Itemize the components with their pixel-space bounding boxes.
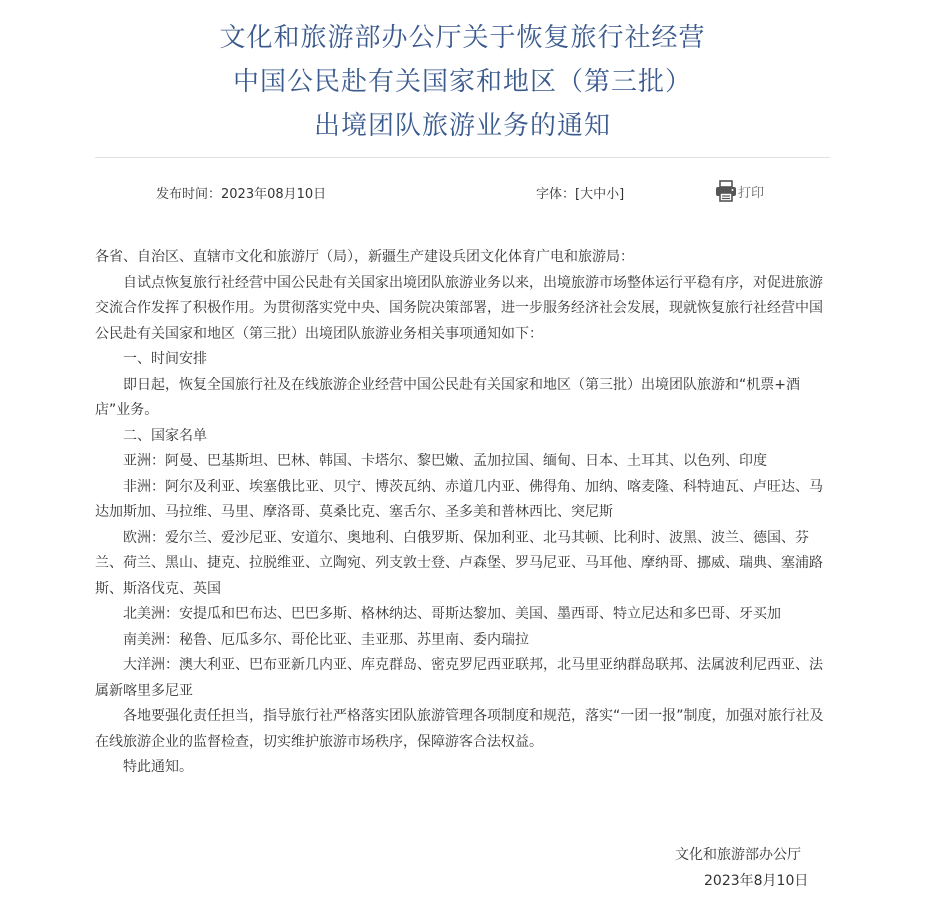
title-divider — [95, 157, 830, 158]
publish-date — [156, 183, 326, 202]
salutation: 各省、自治区、直辖市文化和旅游厅（局），新疆生产建设兵团文化体育广电和旅游局： — [95, 249, 634, 265]
closing-line: 特此通知。 — [123, 759, 193, 775]
print-label: 打印 — [738, 185, 765, 201]
font-size-selector — [536, 183, 624, 202]
country-list-africa: 非洲：阿尔及利亚、埃塞俄比亚、贝宁、博茨瓦纳、赤道几内亚、佛得角、加纳、喀麦隆、科特迪瓦、卢旺达、马达加斯加、马拉维、马里、摩洛哥、莫桑比克、塞舌尔、圣多美和普林西比、突尼斯 — [95, 478, 823, 520]
font-size-label: 字体： — [536, 187, 576, 202]
section-heading-schedule: 一、时间安排 — [123, 351, 207, 367]
intro-paragraph: 自试点恢复旅行社经营中国公民赴有关国家出境团队旅游业务以来，出境旅游市场整体运行平稳有序，对促进旅游交流合作发挥了积极作用。为贯彻落实党中央、国务院决策部署，进一步服务经济社会发展，现就恢复旅行社经营中国公民赴有关国家和地区（第三批）出境团队旅游业务相关事项通知如下： — [95, 274, 823, 342]
title-line-3: 出境团队旅游业务的通知 — [313, 111, 611, 141]
publish-label: 发布时间： — [156, 187, 222, 202]
printer-icon — [714, 179, 738, 203]
document-body — [95, 245, 833, 781]
title-line-1: 文化和旅游部办公厅关于恢复旅行社经营 — [219, 23, 706, 53]
country-list-north-america: 北美洲：安提瓜和巴布达、巴巴多斯、格林纳达、哥斯达黎加、美国、墨西哥、特立尼达和多巴哥、牙买加 — [123, 606, 781, 622]
country-list-asia: 亚洲：阿曼、巴基斯坦、巴林、韩国、卡塔尔、黎巴嫩、孟加拉国、缅甸、日本、土耳其、以色列、印度 — [123, 453, 767, 469]
font-size-options[interactable]: [大中小] — [575, 187, 625, 202]
title-line-2: 中国公民赴有关国家和地区（第三批） — [232, 67, 692, 97]
responsibility-paragraph: 各地要强化责任担当，指导旅行社严格落实团队旅游管理各项制度和规范，落实“一团一报”制度，加强对旅行社及在线旅游企业的监督检查，切实维护旅游市场秩序，保障游客合法权益。 — [95, 708, 824, 750]
signature-date: 2023年8月10日 — [704, 873, 809, 889]
publish-date-value: 2023年08月10日 — [221, 187, 327, 202]
country-list-europe: 欧洲：爱尔兰、爱沙尼亚、安道尔、奥地利、白俄罗斯、保加利亚、北马其顿、比利时、波黑、波兰、德国、芬兰、荷兰、黑山、捷克、拉脱维亚、立陶宛、列支敦士登、卢森堡、罗马尼亚、马耳他、摩纳哥、挪威、瑞典、塞浦路斯、斯洛伐克、英国 — [95, 529, 823, 597]
country-list-oceania: 大洋洲：澳大利亚、巴布亚新几内亚、库克群岛、密克罗尼西亚联邦，北马里亚纳群岛联邦、法属波利尼西亚、法属新喀里多尼亚 — [95, 657, 823, 699]
section-heading-country-list: 二、国家名单 — [123, 427, 207, 444]
print-button[interactable] — [714, 179, 764, 203]
schedule-paragraph: 即日起，恢复全国旅行社及在线旅游企业经营中国公民赴有关国家和地区（第三批）出境团队旅游和“机票+酒店”业务。 — [95, 376, 800, 418]
document-title — [95, 16, 830, 148]
country-list-south-america: 南美洲：秘鲁、厄瓜多尔、哥伦比亚、圭亚那、苏里南、委内瑞拉 — [123, 631, 529, 648]
signature-org: 文化和旅游部办公厅 — [675, 847, 801, 863]
